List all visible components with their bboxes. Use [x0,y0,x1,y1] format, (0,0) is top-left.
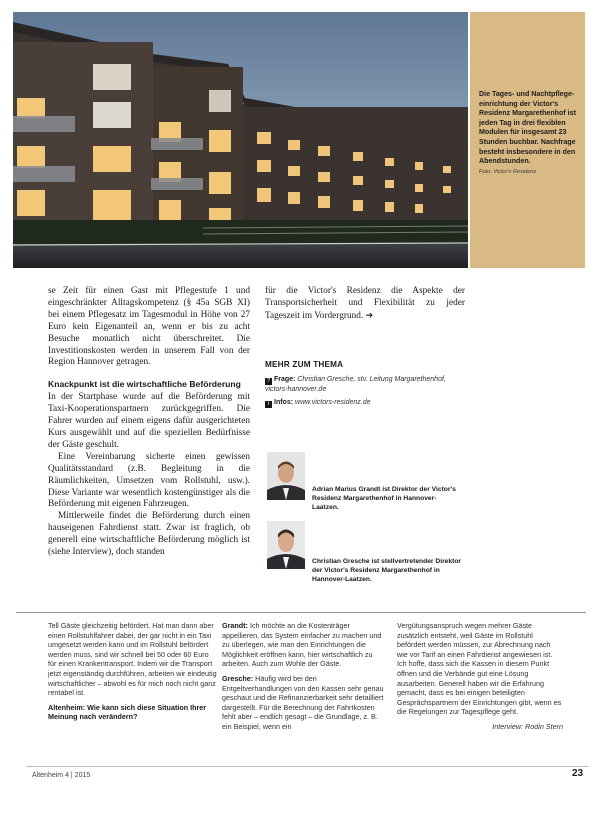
section-divider [16,612,586,613]
article-subhead: Knackpunkt ist die wirtschaftliche Beförderung [48,379,241,390]
portrait-gresche-caption: Christian Gresche ist stellvertretender Direktor der Victor's Residenz Margarethenhof in Hannover-Laatzen. [312,558,462,583]
interviewer-credit: Interview: Rodin Stern [492,721,563,731]
article-paragraph: Eine Vereinbarung sicherte einen gewissen Qualitätsstandard (z.B. Begleitung in die Räumlichkeiten, Umsetzen vom Rollstuhl, usw.). Diese Variante war wesentlich kostengünstiger als die Beförderung mit eigenen Fahrzeugen. [48,451,250,510]
portrait-gresche [267,521,305,569]
article-paragraph: In der Startphase wurde auf die Beförderung mit Taxi-Kooperationspartnern zurückgegriffen. Die Fahrer wurden auf einem eigens dafür ausgerichteten Kurs ausgewählt und auf die speziellen Bedürfnisse der Gäste geschult. [48,392,250,450]
more-title: MEHR ZUM THEMA [265,360,344,369]
more-question-label: Frage: [274,375,296,383]
footer-rule [26,766,588,767]
more-info-row [265,398,465,409]
page-number: 23 [572,768,584,779]
interview-paragraph: Vergütungsanspruch wegen mehrer Gäste zusätzlich entsteht, weil Gäste im Rollstuhl befördert werden müssen, zur Abrechnung nach wie vor Tarif an einen Fahrdienst angewiesen ist. Ich hoffe, dass sich die Kassen in diesem Punkt öffnen und die Verbände gut eine Lösung ausarbeiten. Generell haben wir die Erfahrung gemacht, dass es bei einigen beteiligten Gesprächspartnern der Einrichtungen gibt, wenn es die Regelungen zur Tagespflege geht. [397,621,562,717]
interview-column-1 [48,621,218,727]
speaker-label: Grandt: [222,621,248,630]
article-column-1 [48,286,250,559]
info-icon: i [265,401,272,408]
more-on-topic-box [265,360,465,408]
interview-column-3 [397,621,563,732]
building-photo [13,12,468,268]
photo-credit: Foto: Victor's Residenz [479,168,537,175]
article-paragraph [265,286,465,323]
article-column-2 [265,286,465,323]
interview-paragraph: Tell Gäste gleichzeitig befördert. Hat man dann aber einen Rollstuhlfahrer dabei, der gar nicht in ein Taxi umgesetzt werden kann und im Rollstuhl befördert werden muss, sind wir schnell bei 50 oder 60 Euro für einen Krankentransport. Indem wir die Transport jetzt eigenständig durchführen, arbeiten wir eindeutig wirtschaftlicher – abwohl es für mich noch nicht ganz rentabel ist. [48,621,217,698]
more-question-value: Christian Gresche, stv. Leitung Margarethenhof, victors-hannover.de [265,375,446,393]
question-icon: ? [266,377,271,384]
interview-column-2 [222,621,387,737]
more-info-link[interactable]: www.victors-residenz.de [295,398,371,406]
speaker-label: Gresche: [222,673,254,683]
article-paragraph: Mittlerweile findet die Beförderung durch einen hauseigenen Fahrdienst statt. Zwar ist fraglich, ob generell eine wirtschaftliche Beförderung möglich ist (siehe Interview), doch standen [48,511,250,558]
article-paragraph: se Zeit für einen Gast mit Pflegestufe 1 und eingeschränkter Alltagskompetenz (§ 45a SGB XI) bei einem Pflegesatz im Tagesmodul in Höhe von 27 Euro kein Eigenanteil an, wenn er bis zu acht Besuche monatlich nicht überschreitet. Die Investitionskosten werden in unserem Fall von der Region Hannover getragen. [48,286,250,368]
answer-text: Häufig wird bei den Entgeltverhandlungen von den Kassen sehr genau geschaut und die Refinanzierbarkeit sehr detailliert dargestellt. Für die Berechnung der Fahrtkosten fehlt aber – endlich gesagt – die Grundlage, z. B. ein Beispiel, wenn ein [222,673,384,731]
answer-text: Ich möchte an die Kostenträger appellieren, das System einfacher zu machen und zu überlegen, wie man den Einrichtungen die Möglichkeit eröffnen kann, hier wirtschaftlich zu arbeiten. Auch zum Wohle der Gäste. [222,621,382,669]
interview-question: Altenheim: Wie kann sich diese Situation Ihrer Meinung nach verändern? [48,702,207,722]
more-question-row [265,375,465,396]
end-arrow-icon: ➔ [365,309,374,320]
interview-answer-grandt [222,621,387,669]
article-paragraph-text: für die Victor's Residenz die Aspekte der Transportsicherheit und Flexibilität zu jeder Tageszeit im Vordergrund. [265,286,465,321]
photo-caption-box [470,12,585,268]
portrait-grandt-caption: Adrian Marius Grandt ist Direktor der Victor's Residenz Margarethenhof in Hannover-Laatzen. [312,486,456,511]
interview-answer-gresche [222,674,387,732]
more-info-label: Infos: [274,398,294,406]
photo-caption: Die Tages- und Nachtpflege-einrichtung der Victor's Residenz Margarethenhof ist jeden Tag in drei flexiblen Modulen für insgesamt 23 Stunden buchbar. Nachfrage besteht insbesondere in den Abendstunden. [479,90,576,166]
portrait-grandt [267,452,305,500]
magazine-issue: Altenheim 4 | 2015 [32,772,91,779]
